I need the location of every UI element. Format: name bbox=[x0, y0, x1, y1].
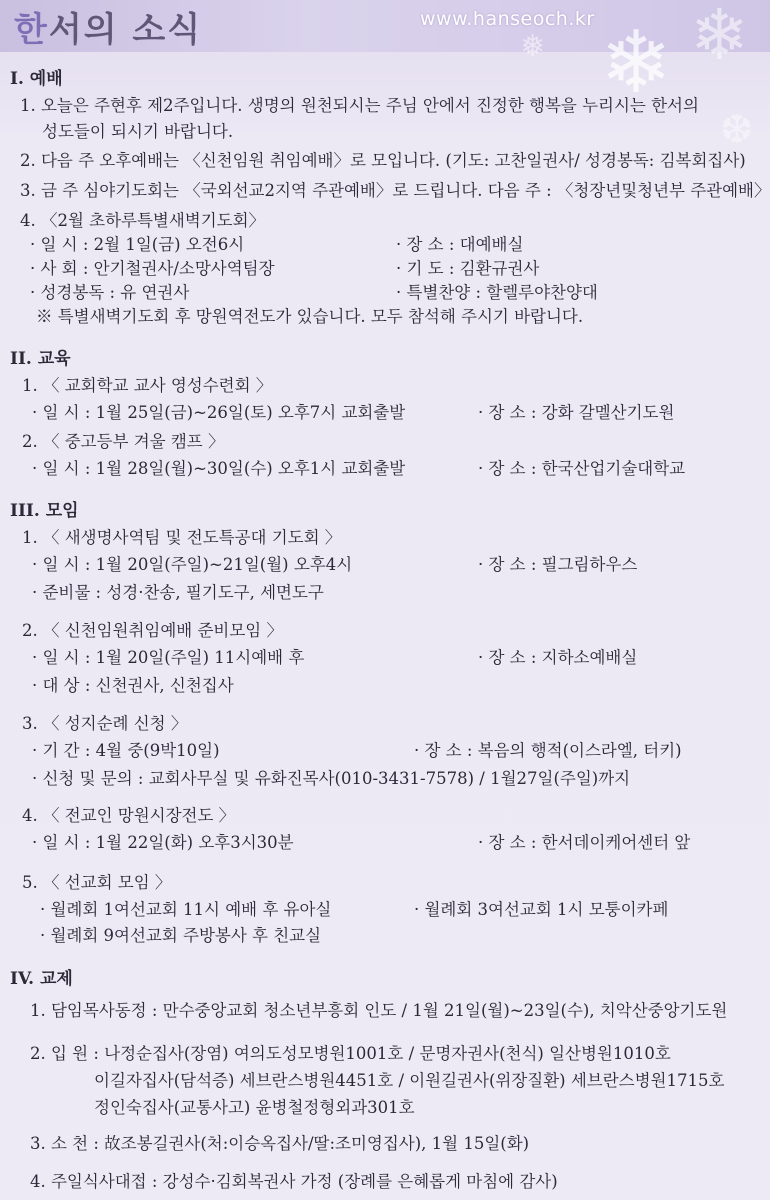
meetings-line: · 장 소 : 지하소예배실 bbox=[478, 648, 638, 667]
worship-line: 1. 오늘은 주현후 제2주입니다. 생명의 원천되시는 주님 안에서 진정한 행복을 누리시는 한서의 bbox=[20, 96, 699, 115]
meetings-line: 1. 〈 새생명사역팀 및 전도특공대 기도회 〉 bbox=[22, 528, 342, 547]
education-line: 2. 〈 중고등부 겨울 캠프 〉 bbox=[22, 432, 225, 451]
education-line: 1. 〈 교회학교 교사 영성수련회 〉 bbox=[22, 376, 273, 395]
worship-line: · 기 도 : 김환규권사 bbox=[396, 259, 540, 278]
worship-line: 3. 금 주 심야기도회는 〈국외선교2지역 주관예배〉로 드립니다. 다음 주 : 〈청장년및청년부 주관예배〉 bbox=[20, 181, 770, 200]
worship-line: · 특별찬양 : 할렐루야찬양대 bbox=[396, 283, 598, 302]
meetings-line: · 일 시 : 1월 20일(주일) 11시예배 후 bbox=[32, 648, 305, 667]
masthead-title bbox=[14, 2, 202, 48]
meetings-line: · 월례회 3여선교회 1시 모퉁이카페 bbox=[414, 900, 669, 919]
fellowship-line: 4. 주일식사대접 : 강성수·김회복권사 가정 (장례를 은혜롭게 마침에 감사) bbox=[30, 1172, 558, 1191]
section-title-education: II. 교육 bbox=[10, 349, 71, 369]
fellowship-line: 이길자집사(담석증) 세브란스병원4451호 / 이원길권사(위장질환) 세브란스병원1715호 bbox=[94, 1071, 725, 1090]
education-line: · 장 소 : 한국산업기술대학교 bbox=[478, 459, 686, 478]
snowflake-icon: ❄ bbox=[600, 13, 673, 113]
section-title-worship: I. 예배 bbox=[10, 69, 63, 89]
meetings-line: 4. 〈 전교인 망원시장전도 〉 bbox=[22, 806, 236, 825]
fellowship-line: 3. 소 천 : 故조봉길권사(처:이승옥집사/딸:조미영집사), 1월 15일(화) bbox=[30, 1134, 530, 1153]
education-line: · 일 시 : 1월 25일(금)~26일(토) 오후7시 교회출발 bbox=[32, 403, 406, 422]
fellowship-line: 1. 담임목사동정 : 만수중앙교회 청소년부흥회 인도 / 1월 21일(월)~23일(수), 치악산중앙기도원 bbox=[30, 1001, 728, 1020]
meetings-line: 5. 〈 선교회 모임 〉 bbox=[22, 873, 172, 892]
worship-line: · 성경봉독 : 유 연권사 bbox=[30, 283, 190, 302]
meetings-line: · 장 소 : 필그림하우스 bbox=[478, 555, 638, 574]
education-line: · 장 소 : 강화 갈멜산기도원 bbox=[478, 403, 675, 422]
worship-line: 4. 〈2월 초하루특별새벽기도회〉 bbox=[20, 211, 266, 230]
section-title-meetings: III. 모임 bbox=[10, 501, 79, 521]
meetings-line: · 일 시 : 1월 22일(화) 오후3시30분 bbox=[32, 833, 294, 852]
snowflake-icon: ❆ bbox=[720, 107, 754, 153]
section-title-fellowship: IV. 교제 bbox=[10, 969, 73, 989]
meetings-line: · 준비물 : 성경·찬송, 필기도구, 세면도구 bbox=[32, 583, 324, 602]
worship-line: 2. 다음 주 오후예배는 〈신천임원 취임예배〉로 모입니다. (기도: 고찬일권사/ 성경봉독: 김복회집사) bbox=[20, 151, 746, 170]
snowflake-icon: ❅ bbox=[520, 29, 546, 64]
meetings-line: 3. 〈 성지순례 신청 〉 bbox=[22, 714, 188, 733]
masthead-rest: 서의 소식 bbox=[48, 10, 203, 50]
meetings-line: · 장 소 : 한서데이케어센터 앞 bbox=[478, 833, 691, 852]
snowflake-icon: ❄ bbox=[690, 0, 749, 76]
meetings-line: · 대 상 : 신천권사, 신천집사 bbox=[32, 676, 234, 695]
meetings-line: 2. 〈 신천임원취임예배 준비모임 〉 bbox=[22, 621, 283, 640]
worship-line: · 사 회 : 안기철권사/소망사역팀장 bbox=[30, 259, 275, 278]
worship-line: · 일 시 : 2월 1일(금) 오전6시 bbox=[30, 235, 245, 254]
meetings-line: · 기 간 : 4월 중(9박10일) bbox=[32, 741, 220, 760]
fellowship-line: 2. 입 원 : 나정순집사(장염) 여의도성모병원1001호 / 문명자권사(천식) 일산병원1010호 bbox=[30, 1044, 671, 1063]
fellowship-line: 정인숙집사(교통사고) 윤병철정형외과301호 bbox=[94, 1098, 415, 1117]
worship-line: 성도들이 되시기 바랍니다. bbox=[42, 122, 234, 141]
meetings-line: · 신청 및 문의 : 교회사무실 및 유화진목사(010-3431-7578) / 1월27일(주일)까지 bbox=[32, 769, 631, 788]
website-url: www.hanseoch.kr bbox=[420, 8, 595, 30]
meetings-line: · 일 시 : 1월 20일(주일)~21일(월) 오후4시 bbox=[32, 555, 353, 574]
meetings-line: · 월례회 1여선교회 11시 예배 후 유아실 bbox=[40, 900, 332, 919]
meetings-line: · 월례회 9여선교회 주방봉사 후 친교실 bbox=[40, 926, 322, 945]
worship-line: ※ 특별새벽기도회 후 망원역전도가 있습니다. 모두 참석해 주시기 바랍니다. bbox=[36, 307, 584, 326]
meetings-line: · 장 소 : 복음의 행적(이스라엘, 터키) bbox=[414, 741, 682, 760]
worship-line: · 장 소 : 대예배실 bbox=[396, 235, 524, 254]
education-line: · 일 시 : 1월 28일(월)~30일(수) 오후1시 교회출발 bbox=[32, 459, 406, 478]
masthead-accent: 한 bbox=[14, 10, 49, 50]
